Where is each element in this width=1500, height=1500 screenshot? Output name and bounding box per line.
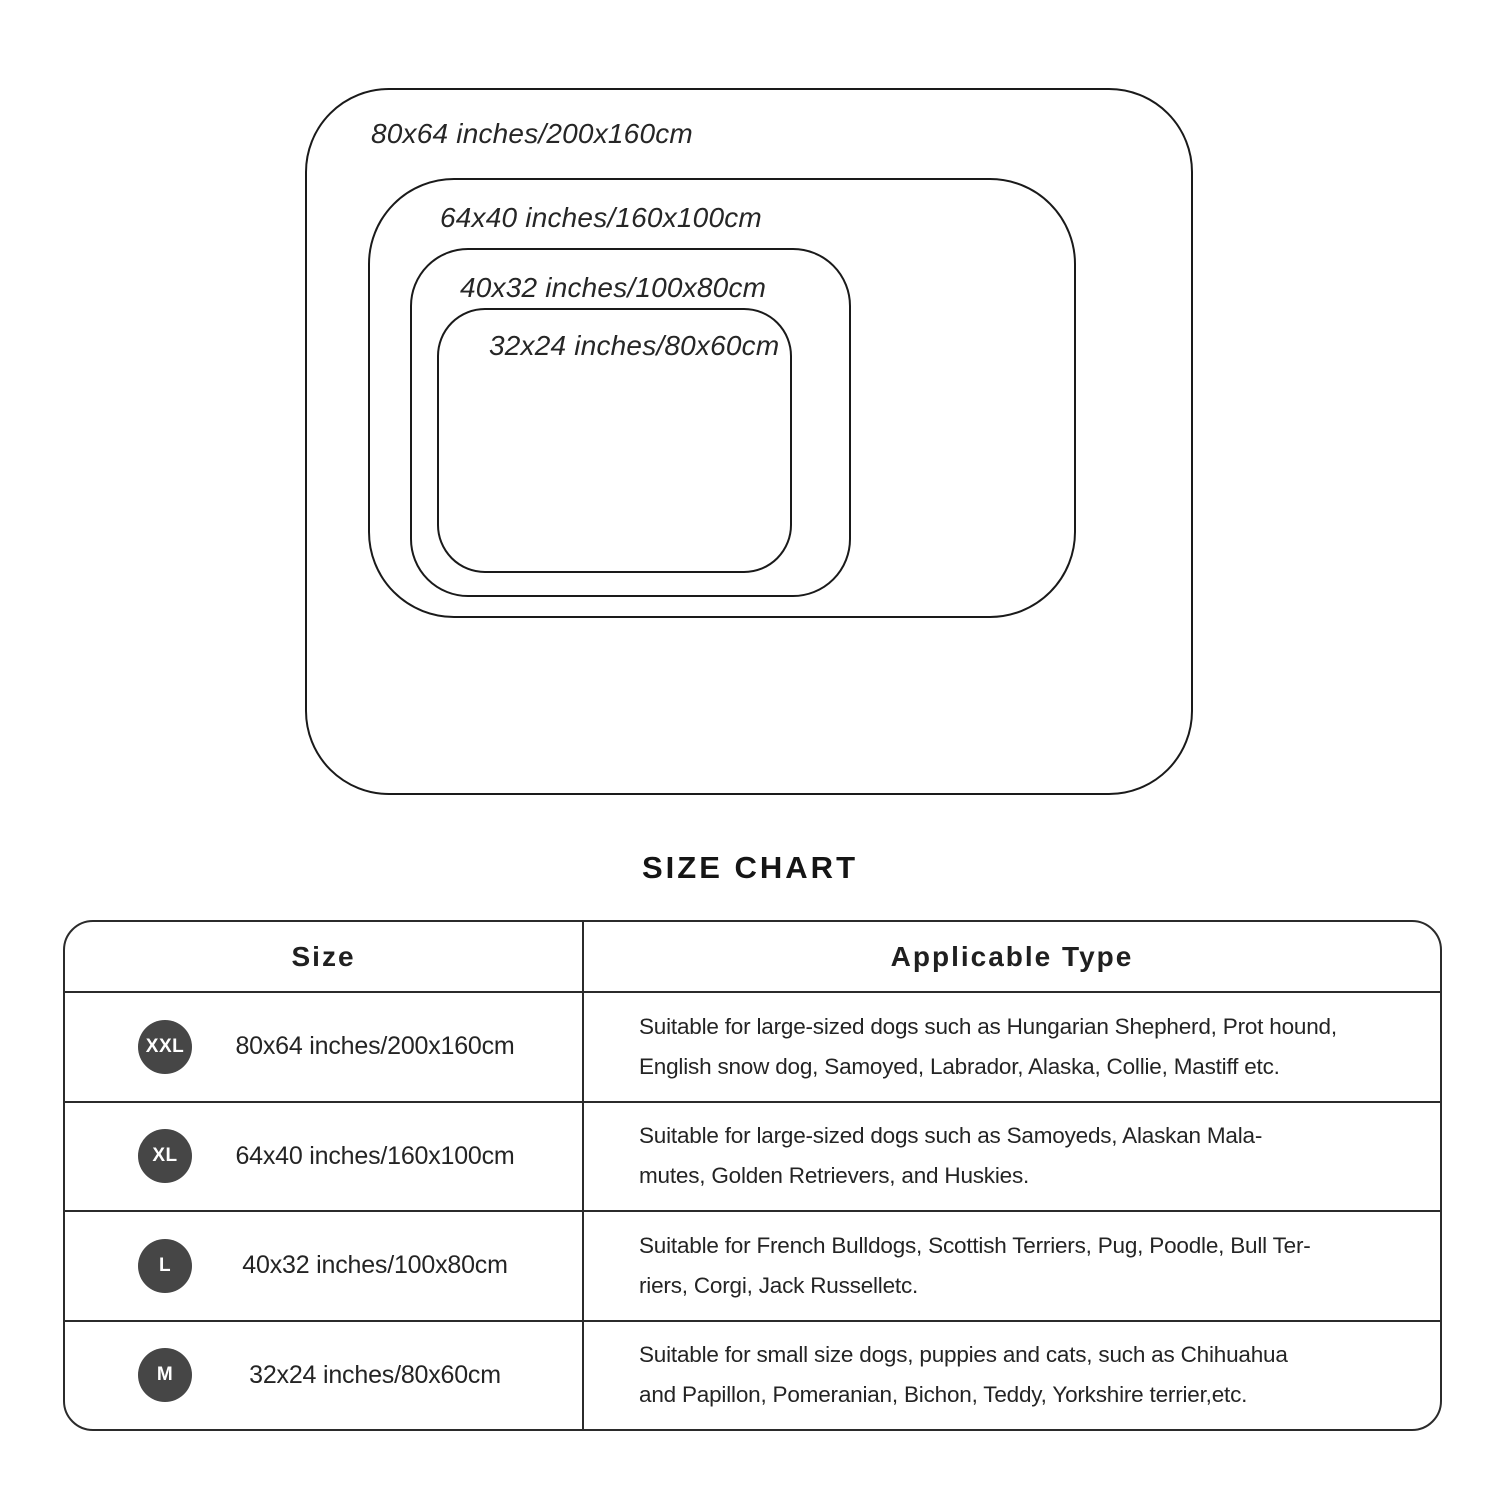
size-value-xxl: 80x64 inches/200x160cm bbox=[235, 1032, 515, 1061]
size-outline-m-label: 32x24 inches/80x60cm bbox=[489, 330, 780, 361]
table-header-row bbox=[65, 922, 1440, 993]
size-outline-xl-label: 64x40 inches/160x100cm bbox=[440, 202, 762, 233]
type-cell-xxl bbox=[584, 993, 1440, 1101]
size-value-l: 40x32 inches/100x80cm bbox=[242, 1251, 508, 1280]
size-outline-m bbox=[437, 308, 792, 573]
type-cell-l bbox=[584, 1212, 1440, 1320]
type-cell-m bbox=[584, 1322, 1440, 1430]
size-cell-m bbox=[65, 1322, 584, 1430]
header-size: Size bbox=[65, 922, 584, 991]
type-desc-line: riers, Corgi, Jack Russelletc. bbox=[639, 1272, 919, 1298]
size-chart-title: SIZE CHART bbox=[642, 850, 858, 885]
type-desc-line: mutes, Golden Retrievers, and Huskies. bbox=[639, 1163, 1030, 1189]
table-row-m bbox=[65, 1322, 1440, 1430]
size-value-xl: 64x40 inches/160x100cm bbox=[235, 1141, 515, 1170]
type-desc-line: English snow dog, Samoyed, Labrador, Alaska, Collie, Mastiff etc. bbox=[639, 1053, 1280, 1079]
size-badge-l: L bbox=[138, 1239, 192, 1293]
table-row-xxl bbox=[65, 993, 1440, 1103]
size-badge-xl: XL bbox=[138, 1129, 192, 1183]
size-badge-xxl: XXL bbox=[138, 1020, 192, 1074]
type-desc-line: Suitable for large-sized dogs such as Samoyeds, Alaskan Mala- bbox=[639, 1123, 1263, 1149]
type-desc-line: Suitable for small size dogs, puppies and cats, such as Chihuahua bbox=[639, 1342, 1288, 1368]
header-applicable-type: Applicable Type bbox=[890, 940, 1134, 972]
size-cell-xxl bbox=[65, 993, 584, 1101]
table-row-l bbox=[65, 1212, 1440, 1322]
size-badge-m: M bbox=[138, 1348, 192, 1402]
size-cell-xl bbox=[65, 1103, 584, 1211]
type-desc-line: Suitable for French Bulldogs, Scottish Terriers, Pug, Poodle, Bull Ter- bbox=[639, 1232, 1311, 1258]
size-value-m: 32x24 inches/80x60cm bbox=[249, 1360, 501, 1389]
size-cell-l bbox=[65, 1212, 584, 1320]
size-table bbox=[63, 920, 1442, 1431]
type-desc-line: Suitable for large-sized dogs such as Hungarian Shepherd, Prot hound, bbox=[639, 1013, 1337, 1039]
type-cell-xl bbox=[584, 1103, 1440, 1211]
type-desc-line: and Papillon, Pomeranian, Bichon, Teddy, Yorkshire terrier,etc. bbox=[639, 1382, 1248, 1408]
table-row-xl bbox=[65, 1103, 1440, 1213]
size-outline-xxl-label: 80x64 inches/200x160cm bbox=[371, 118, 693, 149]
size-outline-l-label: 40x32 inches/100x80cm bbox=[460, 272, 767, 303]
